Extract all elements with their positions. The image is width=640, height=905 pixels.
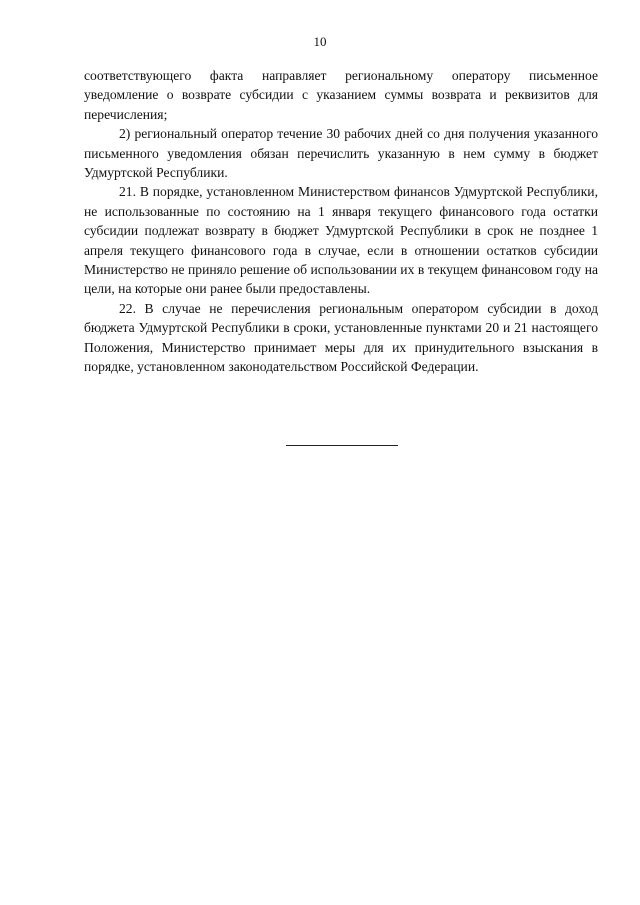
paragraph-clause-22: 22. В случае не перечисления региональным оператором субсидии в доход бюджета Удмуртской Республики в сроки, установленные пунктами 20 и 21 настоящего Положения, Министерство принимает меры для их принудительного взыскания в порядке, установленном законодательством Российской Федерации. [84, 300, 598, 375]
paragraph-clause-21: 21. В порядке, установленном Министерством финансов Удмуртской Республики, не использованные по состоянию на 1 января текущего финансового года остатки субсидии подлежат возврату в бюджет Удмуртской Республики в срок не позднее 1 апреля текущего финансового года в случае, если в отношении остатков субсидии Министерство не приняло решение об использовании их в текущем финансовом году на цели, на которые они ранее были предоставлены. [84, 184, 598, 297]
paragraph-item-2: 2) региональный оператор течение 30 рабочих дней со дня получения указанного письменного уведомления обязан перечислить указанную в нем сумму в бюджет Удмуртской Республики. [84, 126, 598, 181]
end-separator-line [286, 445, 398, 446]
paragraph-continuation: соответствующего факта направляет региональному оператору письменное уведомление о возврате субсидии с указанием суммы возврата и реквизитов для перечисления; [84, 68, 598, 122]
document-body [84, 66, 598, 377]
page-number: 10 [313, 34, 327, 49]
